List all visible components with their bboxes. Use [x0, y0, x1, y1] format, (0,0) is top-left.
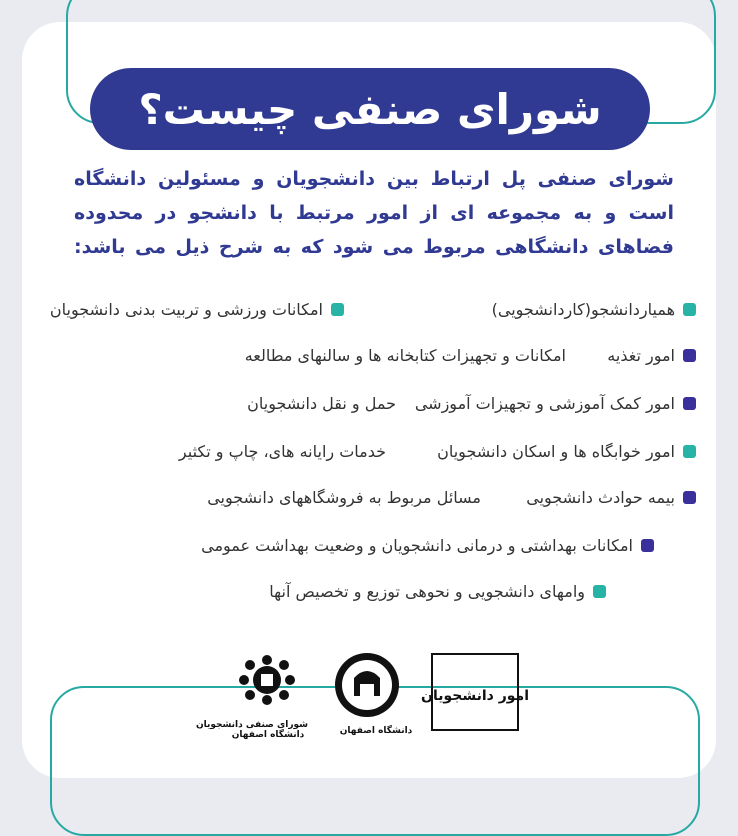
title-banner — [90, 68, 650, 150]
university-seal-icon — [332, 650, 402, 720]
list-item: امکانات و تجهیزات کتابخانه ها و سالنهای مطالعه — [244, 346, 566, 365]
council-name-line: دانشگاه اصفهان — [231, 730, 305, 740]
list-row — [245, 346, 566, 365]
list-row — [201, 536, 654, 555]
list-item: مسائل مربوط به فروشگاههای دانشجویی — [207, 488, 481, 507]
intro-line: فضاهای دانشگاهی مربوط می شود که به شرح ذیل می باشد: — [74, 236, 674, 258]
list-row — [607, 346, 696, 365]
list-item: امور کمک آموزشی و تجهیزات آموزشی — [414, 394, 675, 413]
page-title: شورای صنفی چیست؟ — [138, 84, 602, 134]
list-item: بیمه حوادث دانشجویی — [526, 488, 675, 507]
council-name — [195, 720, 308, 740]
list-row — [247, 394, 396, 413]
intro-paragraph — [74, 162, 674, 264]
list-row — [269, 582, 606, 601]
list-row — [207, 488, 481, 507]
list-row — [492, 300, 696, 319]
list-item: امور تغذیه — [607, 346, 675, 365]
list-item: همیاردانشجو(کاردانشجویی) — [491, 300, 675, 319]
list-row — [415, 394, 696, 413]
list-row — [437, 442, 696, 461]
list-item: حمل و نقل دانشجویان — [247, 394, 396, 413]
list-item: وامهای دانشجویی و نحوهی توزیع و تخصیص آنها — [269, 582, 585, 601]
list-item: خدمات رایانه های، چاپ و تکثیر — [178, 442, 386, 461]
student-council-logo-icon — [232, 650, 302, 710]
university-name: دانشگاه اصفهان — [339, 726, 413, 736]
list-item: امکانات ورزشی و تربیت بدنی دانشجویان — [49, 300, 323, 319]
logo-strip — [195, 650, 532, 770]
student-affairs-mark-text: امور دانشجویان — [421, 688, 529, 704]
council-name-line: شورای صنفی دانشجویان — [195, 720, 308, 730]
list-row — [526, 488, 696, 507]
teal-bullet-icon — [331, 303, 344, 316]
teal-bullet-icon — [683, 303, 696, 316]
blue-bullet-icon — [683, 349, 696, 362]
list-row — [179, 442, 386, 461]
blue-bullet-icon — [683, 397, 696, 410]
intro-line: شورای صنفی پل ارتباط بین دانشجویان و مسئولین دانشگاه — [74, 168, 674, 190]
poster-card — [22, 22, 716, 778]
intro-line: است و به مجموعه ای از امور مرتبط با دانشجو در محدوده — [74, 202, 674, 224]
list-row — [50, 300, 344, 319]
teal-bullet-icon — [593, 585, 606, 598]
list-item: امکانات بهداشتی و درمانی دانشجویان و وضعیت بهداشت عمومی — [201, 536, 633, 555]
list-item: امور خوابگاه ها و اسکان دانشجویان — [437, 442, 675, 461]
blue-bullet-icon — [641, 539, 654, 552]
teal-bullet-icon — [683, 445, 696, 458]
student-affairs-logo-icon — [421, 652, 529, 732]
blue-bullet-icon — [683, 491, 696, 504]
